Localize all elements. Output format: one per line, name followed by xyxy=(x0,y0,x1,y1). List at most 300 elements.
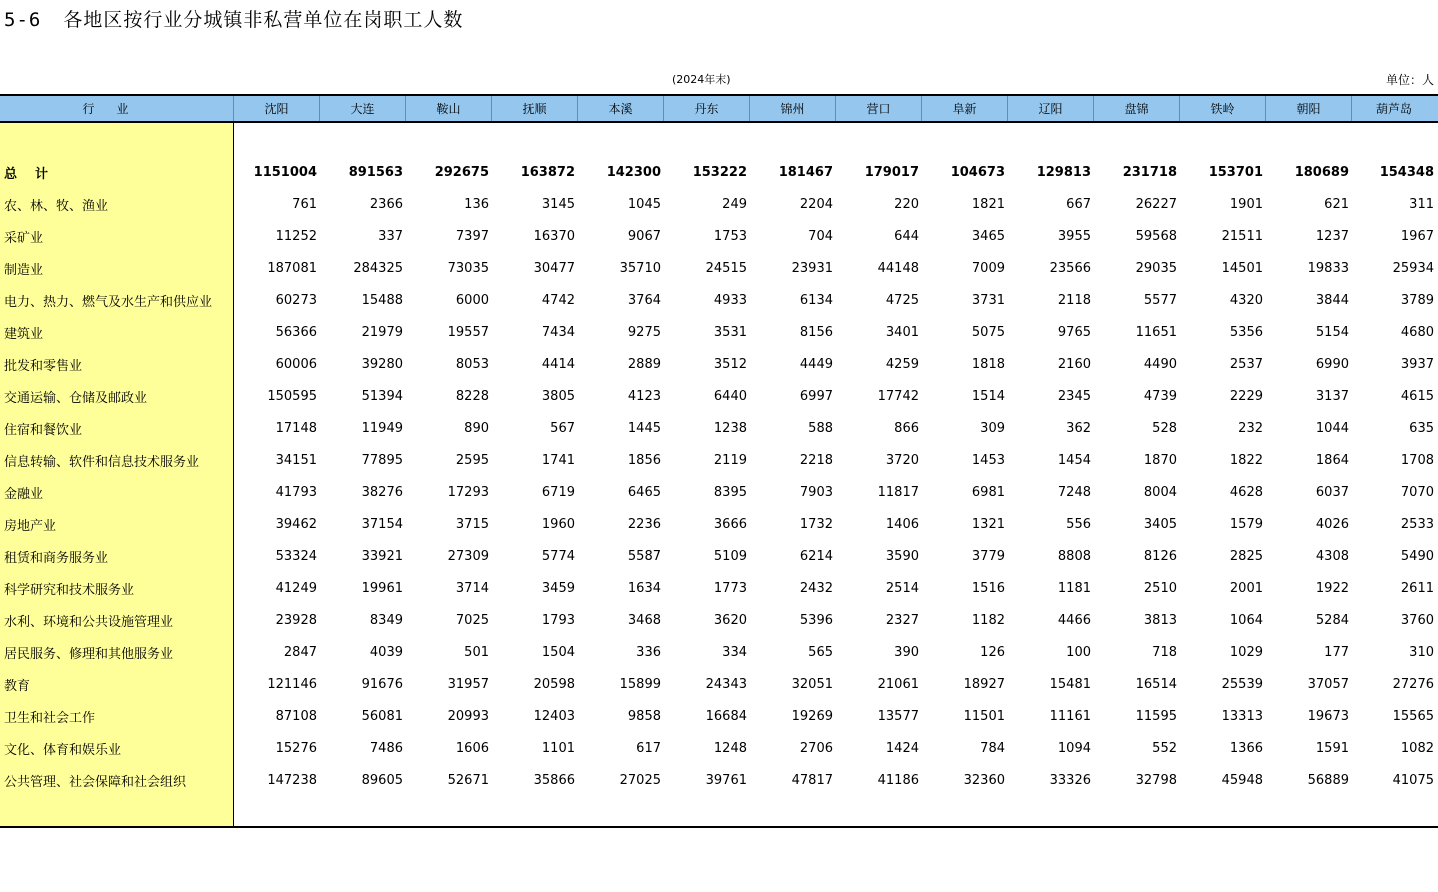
table-row xyxy=(0,444,1438,476)
table-cell: 39280 xyxy=(361,356,403,372)
table-cell: 761 xyxy=(292,196,317,212)
table-cell: 24515 xyxy=(705,260,747,276)
table-cell: 8349 xyxy=(369,612,403,628)
table-cell: 4123 xyxy=(627,388,661,404)
table-cell: 4466 xyxy=(1057,612,1091,628)
row-label: 信息转输、软件和信息技术服务业 xyxy=(4,454,200,470)
table-cell: 2119 xyxy=(713,452,747,468)
table-cell: 1366 xyxy=(1229,740,1263,756)
row-label: 电力、热力、燃气及水生产和供应业 xyxy=(4,294,213,310)
table-cell: 644 xyxy=(894,228,919,244)
table-cell: 16514 xyxy=(1135,676,1177,692)
table-cell: 25539 xyxy=(1221,676,1263,692)
table-cell: 501 xyxy=(464,644,489,660)
table-cell: 4414 xyxy=(541,356,575,372)
table-cell: 1708 xyxy=(1400,452,1434,468)
table-cell: 1248 xyxy=(713,740,747,756)
table-cell: 59568 xyxy=(1135,228,1177,244)
table-row xyxy=(0,252,1438,284)
table-cell: 100 xyxy=(1066,644,1091,660)
table-cell: 6000 xyxy=(455,292,489,308)
table-cell: 309 xyxy=(980,420,1005,436)
table-cell: 784 xyxy=(980,740,1005,756)
table-cell: 3760 xyxy=(1400,612,1434,628)
table-cell: 6981 xyxy=(971,484,1005,500)
table-cell: 7070 xyxy=(1400,484,1434,500)
table-cell: 16370 xyxy=(533,228,575,244)
table-cell: 15481 xyxy=(1049,676,1091,692)
table-cell: 37057 xyxy=(1307,676,1349,692)
table-cell: 2001 xyxy=(1229,580,1263,596)
table-header xyxy=(0,94,1438,123)
table-cell: 3955 xyxy=(1057,228,1091,244)
table-cell: 8126 xyxy=(1143,548,1177,564)
table-cell: 5154 xyxy=(1315,324,1349,340)
table-cell: 136 xyxy=(464,196,489,212)
table-cell: 27309 xyxy=(447,548,489,564)
table-cell: 177 xyxy=(1324,644,1349,660)
row-label: 科学研究和技术服务业 xyxy=(4,582,135,598)
table-cell: 29035 xyxy=(1135,260,1177,276)
header-city: 抚顺 xyxy=(492,96,578,121)
table-cell: 2327 xyxy=(885,612,919,628)
table-cell: 8156 xyxy=(799,324,833,340)
table-cell: 181467 xyxy=(778,164,833,180)
table-cell: 19673 xyxy=(1307,708,1349,724)
table-cell: 6719 xyxy=(541,484,575,500)
table-cell: 311 xyxy=(1409,196,1434,212)
table-cell: 4320 xyxy=(1229,292,1263,308)
table-cell: 154348 xyxy=(1379,164,1434,180)
table-cell: 9067 xyxy=(627,228,661,244)
table-cell: 6440 xyxy=(713,388,747,404)
row-label: 住宿和餐饮业 xyxy=(4,422,83,438)
table-cell: 337 xyxy=(378,228,403,244)
table-cell: 1406 xyxy=(885,516,919,532)
table-cell: 4308 xyxy=(1315,548,1349,564)
table-cell: 56081 xyxy=(361,708,403,724)
table-cell: 91676 xyxy=(361,676,403,692)
table-cell: 4742 xyxy=(541,292,575,308)
header-city: 鞍山 xyxy=(406,96,492,121)
table-cell: 1591 xyxy=(1315,740,1349,756)
table-cell: 4449 xyxy=(799,356,833,372)
table-cell: 7486 xyxy=(369,740,403,756)
table-cell: 180689 xyxy=(1294,164,1349,180)
table-number: 5-6 xyxy=(4,9,42,31)
table-cell: 20598 xyxy=(533,676,575,692)
table-row xyxy=(0,284,1438,316)
table-cell: 77895 xyxy=(361,452,403,468)
header-city: 阜新 xyxy=(922,96,1008,121)
table-cell: 19833 xyxy=(1307,260,1349,276)
table-row xyxy=(0,540,1438,572)
table-cell: 4680 xyxy=(1400,324,1434,340)
header-city: 沈阳 xyxy=(234,96,320,121)
table-cell: 4739 xyxy=(1143,388,1177,404)
table-cell: 2118 xyxy=(1057,292,1091,308)
table-cell: 2825 xyxy=(1229,548,1263,564)
table-row xyxy=(0,604,1438,636)
table-cell: 2537 xyxy=(1229,356,1263,372)
table-cell: 1082 xyxy=(1400,740,1434,756)
table-cell: 1822 xyxy=(1229,452,1263,468)
header-city: 本溪 xyxy=(578,96,664,121)
table-title: 各地区按行业分城镇非私营单位在岗职工人数 xyxy=(63,9,464,31)
table-cell: 87108 xyxy=(275,708,317,724)
table-cell: 1606 xyxy=(455,740,489,756)
table-cell: 126 xyxy=(980,644,1005,660)
table-cell: 1181 xyxy=(1057,580,1091,596)
table-cell: 1753 xyxy=(713,228,747,244)
table-cell: 7903 xyxy=(799,484,833,500)
table-cell: 4026 xyxy=(1315,516,1349,532)
table-cell: 39462 xyxy=(275,516,317,532)
table-cell: 17742 xyxy=(877,388,919,404)
table-cell: 2595 xyxy=(455,452,489,468)
table-cell: 1901 xyxy=(1229,196,1263,212)
header-city: 辽阳 xyxy=(1008,96,1094,121)
table-cell: 6465 xyxy=(627,484,661,500)
table-cell: 25934 xyxy=(1392,260,1434,276)
table-row xyxy=(0,188,1438,220)
table-cell: 73035 xyxy=(447,260,489,276)
table-cell: 3813 xyxy=(1143,612,1177,628)
header-city: 铁岭 xyxy=(1180,96,1266,121)
table-cell: 3666 xyxy=(713,516,747,532)
table-cell: 163872 xyxy=(520,164,575,180)
table-cell: 1094 xyxy=(1057,740,1091,756)
table-cell: 2706 xyxy=(799,740,833,756)
row-label: 采矿业 xyxy=(4,230,44,246)
table-cell: 129813 xyxy=(1036,164,1091,180)
table-cell: 891563 xyxy=(348,164,403,180)
table-row xyxy=(0,764,1438,796)
table-cell: 33326 xyxy=(1049,772,1091,788)
table-cell: 17148 xyxy=(275,420,317,436)
table-cell: 3720 xyxy=(885,452,919,468)
table-cell: 1870 xyxy=(1143,452,1177,468)
table-row xyxy=(0,348,1438,380)
table-cell: 37154 xyxy=(361,516,403,532)
table-cell: 3590 xyxy=(885,548,919,564)
table-cell: 11817 xyxy=(877,484,919,500)
table-cell: 552 xyxy=(1152,740,1177,756)
table-cell: 292675 xyxy=(434,164,489,180)
table-cell: 8808 xyxy=(1057,548,1091,564)
table-cell: 336 xyxy=(636,644,661,660)
table-cell: 32360 xyxy=(963,772,1005,788)
table-cell: 47817 xyxy=(791,772,833,788)
table-cell: 32798 xyxy=(1135,772,1177,788)
table-cell: 6990 xyxy=(1315,356,1349,372)
table-cell: 6134 xyxy=(799,292,833,308)
table-cell: 60006 xyxy=(275,356,317,372)
table-cell: 19557 xyxy=(447,324,489,340)
table-cell: 21061 xyxy=(877,676,919,692)
table-cell: 2510 xyxy=(1143,580,1177,596)
table-cell: 5109 xyxy=(713,548,747,564)
table-cell: 23566 xyxy=(1049,260,1091,276)
table-cell: 3805 xyxy=(541,388,575,404)
table-row xyxy=(0,572,1438,604)
table-cell: 15488 xyxy=(361,292,403,308)
table-cell: 1732 xyxy=(799,516,833,532)
header-city: 盘锦 xyxy=(1094,96,1180,121)
row-label: 教育 xyxy=(4,678,31,694)
table-cell: 6037 xyxy=(1315,484,1349,500)
header-city: 锦州 xyxy=(750,96,836,121)
table-cell: 41075 xyxy=(1392,772,1434,788)
table-cell: 1182 xyxy=(971,612,1005,628)
table-cell: 1856 xyxy=(627,452,661,468)
table-cell: 2160 xyxy=(1057,356,1091,372)
table-cell: 1237 xyxy=(1315,228,1349,244)
table-cell: 12403 xyxy=(533,708,575,724)
row-label: 建筑业 xyxy=(4,326,44,342)
row-label: 卫生和社会工作 xyxy=(4,710,96,726)
table-cell: 232 xyxy=(1238,420,1263,436)
table-cell: 7434 xyxy=(541,324,575,340)
table-cell: 23931 xyxy=(791,260,833,276)
table-cell: 1045 xyxy=(627,196,661,212)
table-cell: 11595 xyxy=(1135,708,1177,724)
subtitle-year: (2024年末) xyxy=(672,73,731,86)
table-cell: 3844 xyxy=(1315,292,1349,308)
table-cell: 704 xyxy=(808,228,833,244)
table-cell: 3465 xyxy=(971,228,1005,244)
table-cell: 5577 xyxy=(1143,292,1177,308)
table-cell: 2611 xyxy=(1400,580,1434,596)
row-label: 水利、环境和公共设施管理业 xyxy=(4,614,174,630)
table-cell: 19269 xyxy=(791,708,833,724)
table-cell: 621 xyxy=(1324,196,1349,212)
table-cell: 41793 xyxy=(275,484,317,500)
table-cell: 1238 xyxy=(713,420,747,436)
table-cell: 41186 xyxy=(877,772,919,788)
table-cell: 1967 xyxy=(1400,228,1434,244)
header-city: 葫芦岛 xyxy=(1375,102,1412,116)
table-row xyxy=(0,476,1438,508)
table-cell: 38276 xyxy=(361,484,403,500)
row-label: 金融业 xyxy=(4,486,44,502)
table-cell: 2533 xyxy=(1400,516,1434,532)
table-cell: 11252 xyxy=(275,228,317,244)
table-cell: 588 xyxy=(808,420,833,436)
table-cell: 5774 xyxy=(541,548,575,564)
table-cell: 19961 xyxy=(361,580,403,596)
table-cell: 635 xyxy=(1409,420,1434,436)
table-cell: 1821 xyxy=(971,196,1005,212)
table-cell: 3512 xyxy=(713,356,747,372)
table-cell: 153222 xyxy=(692,164,747,180)
table-cell: 2345 xyxy=(1057,388,1091,404)
table-cell: 718 xyxy=(1152,644,1177,660)
row-label: 房地产业 xyxy=(4,518,57,534)
table-row xyxy=(0,732,1438,764)
table-cell: 4490 xyxy=(1143,356,1177,372)
table-cell: 11949 xyxy=(361,420,403,436)
table-cell: 16684 xyxy=(705,708,747,724)
table-cell: 1864 xyxy=(1315,452,1349,468)
table-cell: 565 xyxy=(808,644,833,660)
row-label: 农、林、牧、渔业 xyxy=(4,198,109,214)
table-cell: 1960 xyxy=(541,516,575,532)
table-cell: 26227 xyxy=(1135,196,1177,212)
table-cell: 4628 xyxy=(1229,484,1263,500)
header-industry: 行业 xyxy=(0,96,234,121)
table-cell: 1504 xyxy=(541,644,575,660)
table-row xyxy=(0,220,1438,252)
table-cell: 5075 xyxy=(971,324,1005,340)
table-cell: 51394 xyxy=(361,388,403,404)
table-cell: 2236 xyxy=(627,516,661,532)
table-cell: 2889 xyxy=(627,356,661,372)
table-cell: 18927 xyxy=(963,676,1005,692)
table-cell: 3459 xyxy=(541,580,575,596)
table-cell: 2229 xyxy=(1229,388,1263,404)
table-cell: 249 xyxy=(722,196,747,212)
table-cell: 1424 xyxy=(885,740,919,756)
table-cell: 31957 xyxy=(447,676,489,692)
table-cell: 153701 xyxy=(1208,164,1263,180)
unit-label: 单位：人 xyxy=(1385,73,1434,87)
table-row xyxy=(0,668,1438,700)
table-cell: 30477 xyxy=(533,260,575,276)
header-city: 朝阳 xyxy=(1266,96,1352,121)
row-label: 文化、体育和娱乐业 xyxy=(4,742,122,758)
table-cell: 27276 xyxy=(1392,676,1434,692)
table-cell: 20993 xyxy=(447,708,489,724)
table-cell: 4259 xyxy=(885,356,919,372)
table-cell: 3137 xyxy=(1315,388,1349,404)
table-cell: 179017 xyxy=(864,164,919,180)
table-cell: 1741 xyxy=(541,452,575,468)
table-cell: 1151004 xyxy=(253,164,317,180)
table-cell: 3401 xyxy=(885,324,919,340)
table-cell: 14501 xyxy=(1221,260,1263,276)
table-cell: 21979 xyxy=(361,324,403,340)
table-cell: 56366 xyxy=(275,324,317,340)
table-cell: 15565 xyxy=(1392,708,1434,724)
table-cell: 2514 xyxy=(885,580,919,596)
table-cell: 5356 xyxy=(1229,324,1263,340)
table-cell: 362 xyxy=(1066,420,1091,436)
table-cell: 9858 xyxy=(627,708,661,724)
table-cell: 4725 xyxy=(885,292,919,308)
table-cell: 3779 xyxy=(971,548,1005,564)
table-cell: 7248 xyxy=(1057,484,1091,500)
table-cell: 53324 xyxy=(275,548,317,564)
table-row xyxy=(0,380,1438,412)
table-cell: 556 xyxy=(1066,516,1091,532)
table-cell: 1321 xyxy=(971,516,1005,532)
table-cell: 104673 xyxy=(950,164,1005,180)
table-cell: 310 xyxy=(1409,644,1434,660)
table-bottom-border xyxy=(0,826,1438,828)
table-cell: 1773 xyxy=(713,580,747,596)
table-cell: 27025 xyxy=(619,772,661,788)
table-cell: 6997 xyxy=(799,388,833,404)
table-cell: 60273 xyxy=(275,292,317,308)
table-cell: 7397 xyxy=(455,228,489,244)
table-cell: 390 xyxy=(894,644,919,660)
table-cell: 567 xyxy=(550,420,575,436)
table-row xyxy=(0,700,1438,732)
table-cell: 8004 xyxy=(1143,484,1177,500)
table-cell: 1445 xyxy=(627,420,661,436)
table-body xyxy=(0,156,1438,796)
table-cell: 8395 xyxy=(713,484,747,500)
table-cell: 1453 xyxy=(971,452,1005,468)
table-cell: 284325 xyxy=(353,260,403,276)
table-cell: 231718 xyxy=(1122,164,1177,180)
table-cell: 3468 xyxy=(627,612,661,628)
table-cell: 41249 xyxy=(275,580,317,596)
table-cell: 4615 xyxy=(1400,388,1434,404)
table-cell: 1064 xyxy=(1229,612,1263,628)
table-cell: 8228 xyxy=(455,388,489,404)
table-cell: 1922 xyxy=(1315,580,1349,596)
table-cell: 39761 xyxy=(705,772,747,788)
table-cell: 1044 xyxy=(1315,420,1349,436)
table-row xyxy=(0,636,1438,668)
table-cell: 2218 xyxy=(799,452,833,468)
table-cell: 56889 xyxy=(1307,772,1349,788)
page-title xyxy=(4,5,463,32)
table-cell: 4039 xyxy=(369,644,403,660)
row-label: 制造业 xyxy=(4,262,44,278)
table-cell: 11161 xyxy=(1049,708,1091,724)
header-city: 丹东 xyxy=(664,96,750,121)
table-cell: 147238 xyxy=(267,772,317,788)
table-cell: 9275 xyxy=(627,324,661,340)
table-cell: 1634 xyxy=(627,580,661,596)
row-label: 居民服务、修理和其他服务业 xyxy=(4,646,174,662)
table-cell: 220 xyxy=(894,196,919,212)
table-cell: 3731 xyxy=(971,292,1005,308)
table-cell: 1818 xyxy=(971,356,1005,372)
table-cell: 334 xyxy=(722,644,747,660)
table-cell: 866 xyxy=(894,420,919,436)
table-cell: 1514 xyxy=(971,388,1005,404)
table-cell: 13313 xyxy=(1221,708,1263,724)
table-cell: 52671 xyxy=(447,772,489,788)
table-cell: 34151 xyxy=(275,452,317,468)
header-city: 营口 xyxy=(836,96,922,121)
table-cell: 5490 xyxy=(1400,548,1434,564)
table-cell: 890 xyxy=(464,420,489,436)
table-cell: 5396 xyxy=(799,612,833,628)
table-cell: 1029 xyxy=(1229,644,1263,660)
table-cell: 3714 xyxy=(455,580,489,596)
table-cell: 5587 xyxy=(627,548,661,564)
table-cell: 23928 xyxy=(275,612,317,628)
table-cell: 187081 xyxy=(267,260,317,276)
table-cell: 15899 xyxy=(619,676,661,692)
table-cell: 13577 xyxy=(877,708,919,724)
table-row xyxy=(0,412,1438,444)
table-cell: 35710 xyxy=(619,260,661,276)
row-label: 批发和零售业 xyxy=(4,358,83,374)
table-cell: 3789 xyxy=(1400,292,1434,308)
row-label: 总计 xyxy=(4,166,67,182)
table-cell: 2432 xyxy=(799,580,833,596)
row-label: 交通运输、仓储及邮政业 xyxy=(4,390,148,406)
table-cell: 2366 xyxy=(369,196,403,212)
table-cell: 2847 xyxy=(283,644,317,660)
row-label: 公共管理、社会保障和社会组织 xyxy=(4,774,187,790)
